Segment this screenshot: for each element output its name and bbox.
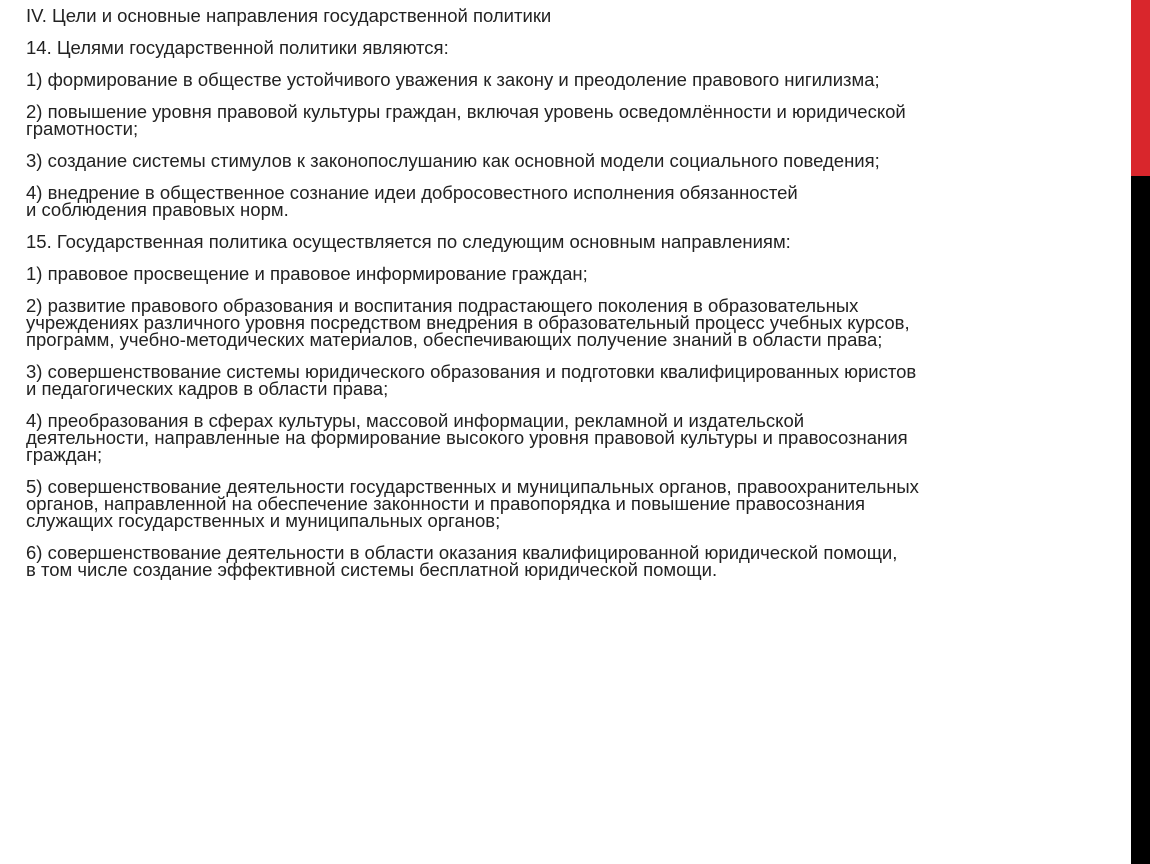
goal-item-4: 4) внедрение в общественное сознание идеи добросовестного исполнения обязанностей и соблюдения правовых норм.: [26, 182, 798, 220]
direction-item-2: 2) развитие правового образования и воспитания подрастающего поколения в образовательных учреждениях различного уровня посредством внедрения в образовательный процесс учебных курсов, программ, учебно-методических материалов, обеспечивающих получение знаний в области права;: [26, 295, 910, 350]
goal-item-1: 1) формирование в обществе устойчивого уважения к закону и преодоление правового нигилизма;: [26, 69, 880, 90]
direction-item-3: 3) совершенствование системы юридического образования и подготовки квалифицированных юристов и педагогических кадров в области права;: [26, 361, 917, 399]
paragraph-directions-intro: 15. Государственная политика осуществляется по следующим основным направлениям:: [26, 231, 791, 252]
direction-item-4: 4) преобразования в сферах культуры, массовой информации, рекламной и издательской деятельности, направленные на формирование высокого уровня правовой культуры и правосознания граждан;: [26, 410, 908, 465]
slide-text-body: [26, 7, 1116, 593]
goal-item-2: 2) повышение уровня правовой культуры граждан, включая уровень осведомлённости и юридической грамотности;: [26, 101, 906, 139]
paragraph-goals-intro: 14. Целями государственной политики являются:: [26, 37, 449, 58]
direction-item-5: 5) совершенствование деятельности государственных и муниципальных органов, правоохранительных органов, направленной на обеспечение законности и правопорядка и повышение правосознания служащих государственных и муниципальных органов;: [26, 476, 919, 531]
section-heading: IV. Цели и основные направления государственной политики: [26, 5, 552, 26]
accent-bar-black-segment: [1131, 176, 1150, 864]
direction-item-1: 1) правовое просвещение и правовое информирование граждан;: [26, 263, 588, 284]
slide-accent-bar: [1131, 0, 1150, 864]
accent-bar-red-segment: [1131, 0, 1150, 176]
goal-item-3: 3) создание системы стимулов к законопослушанию как основной модели социального поведения;: [26, 150, 880, 171]
direction-item-6: 6) совершенствование деятельности в области оказания квалифицированной юридической помощи, в том числе создание эффективной системы бесплатной юридической помощи.: [26, 542, 898, 580]
